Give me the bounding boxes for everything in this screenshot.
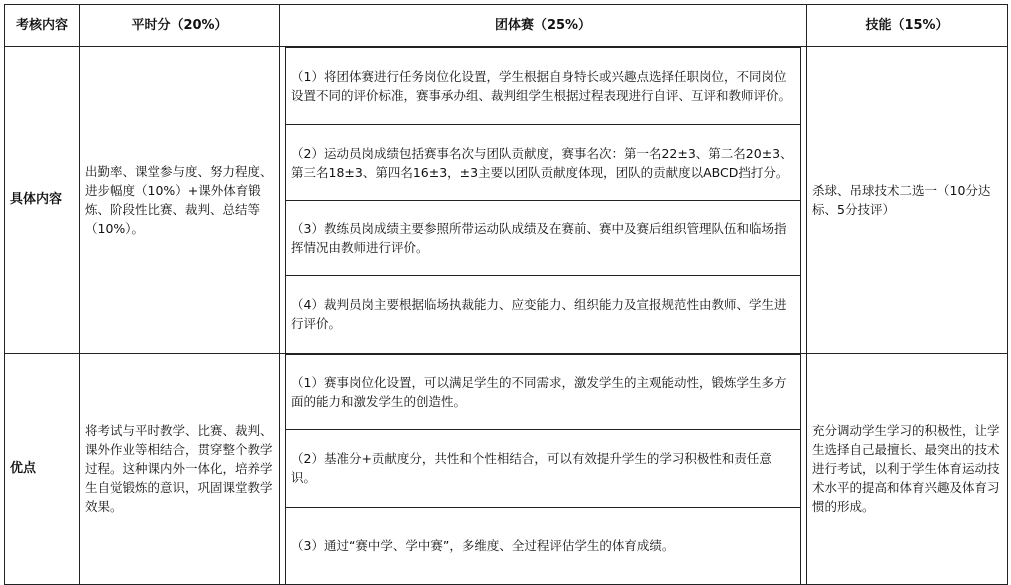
header-team-competition: 团体赛（25%） (280, 5, 807, 47)
assessment-table (4, 4, 1008, 585)
details-team-competition (280, 47, 807, 354)
details-regular-score: 出勤率、课堂参与度、努力程度、进步幅度（10%）+课外体育锻炼、阶段性比赛、裁判、总结等（10%）。 (80, 47, 280, 354)
list-item: （1）赛事岗位化设置，可以满足学生的不同需求，激发学生的主观能动性，锻炼学生多方面的能力和激发学生的创造性。 (286, 354, 801, 429)
header-assessment-content: 考核内容 (5, 5, 80, 47)
list-item: （2）运动员岗成绩包括赛事名次与团队贡献度，赛事名次：第一名22±3、第二名20±3、第三名18±3、第四名16±3，±3主要以团队贡献度体现，团队的贡献度以ABCD挡打分。 (286, 125, 801, 201)
team-details-list (285, 47, 801, 353)
list-item: （3）通过“赛中学、学中赛”，多维度、全过程评估学生的体育成绩。 (286, 507, 801, 584)
row-label-details: 具体内容 (5, 47, 80, 354)
advantages-regular-score: 将考试与平时教学、比赛、裁判、课外作业等相结合，贯穿整个教学过程。这种课内外一体化，培养学生自觉锻炼的意识，巩固课堂教学效果。 (80, 353, 280, 585)
list-item: （4）裁判员岗主要根据临场执裁能力、应变能力、组织能力及宣报规范性由教师、学生进行评价。 (286, 276, 801, 353)
table-row (5, 353, 1008, 585)
header-skill: 技能（15%） (807, 5, 1008, 47)
list-item: （1）将团体赛进行任务岗位化设置，学生根据自身特长或兴趣点选择任职岗位，不同岗位设置不同的评价标准，赛事承办组、裁判组学生根据过程表现进行自评、互评和教师评价。 (286, 48, 801, 125)
header-regular-score: 平时分（20%） (80, 5, 280, 47)
header-row (5, 5, 1008, 47)
row-label-advantages: 优点 (5, 353, 80, 585)
table-row (5, 47, 1008, 354)
team-advantages-list (285, 354, 801, 585)
advantages-team-competition (280, 353, 807, 585)
list-item: （2）基准分+贡献度分，共性和个性相结合，可以有效提升学生的学习积极性和责任意识。 (286, 429, 801, 507)
list-item: （3）教练员岗成绩主要参照所带运动队成绩及在赛前、赛中及赛后组织管理队伍和临场指挥情况由教师进行评价。 (286, 201, 801, 276)
advantages-skill: 充分调动学生学习的积极性，让学生选择自己最擅长、最突出的技术进行考试，以利于学生体育运动技术水平的提高和体育兴趣及体育习惯的形成。 (807, 353, 1008, 585)
details-skill: 杀球、吊球技术二选一（10分达标、5分技评） (807, 47, 1008, 354)
